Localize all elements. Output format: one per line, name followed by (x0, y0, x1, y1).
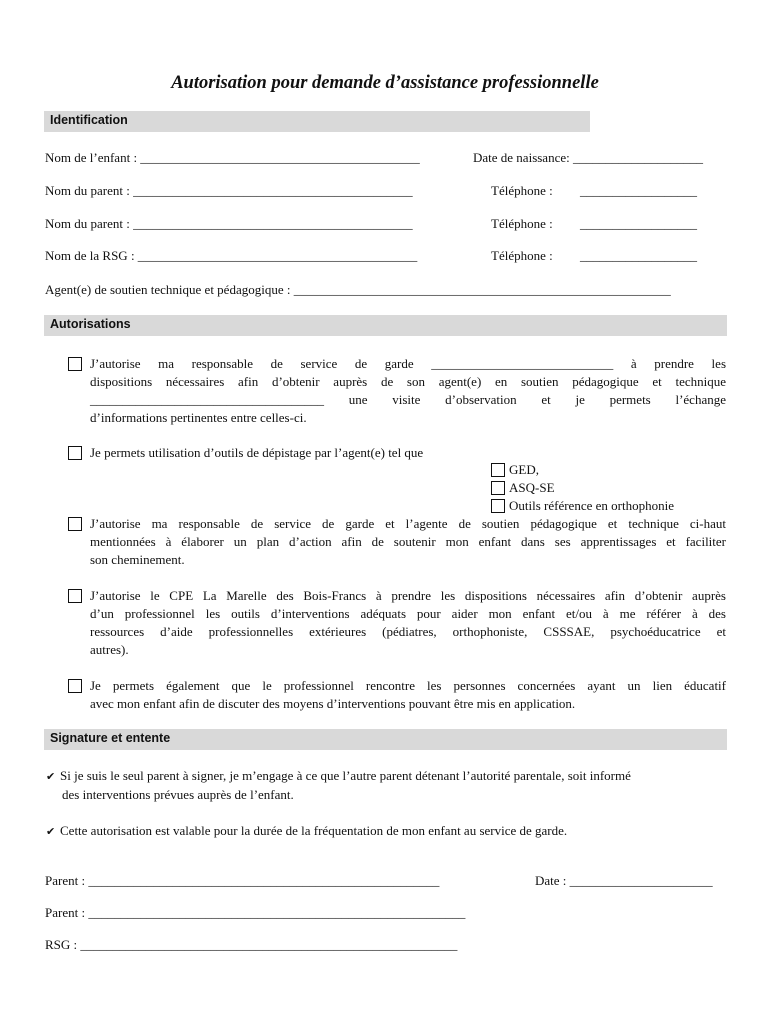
signature-clause-1-cont: des interventions prévues auprès de l’enfant. (62, 787, 294, 802)
authorization-4-checkbox[interactable] (68, 589, 82, 603)
ged-label: GED, (509, 462, 539, 477)
child-name-field[interactable]: Nom de l’enfant : ___________________________________________ (45, 150, 420, 165)
orthophonie-label: Outils référence en orthophonie (509, 498, 674, 513)
authorization-4-line: ressources d’aide professionnelles extérieures (pédiatres, orthophoniste, CSSSAE, psychoéducatrice et (90, 624, 726, 639)
section-identification-label: Identification (50, 113, 128, 127)
agent-field[interactable]: Agent(e) de soutien technique et pédagogique : __________________________________________________________ (45, 282, 671, 297)
section-autorisations (44, 315, 727, 336)
authorization-2-checkbox[interactable] (68, 446, 82, 460)
authorization-3-line: son cheminement. (90, 552, 185, 567)
phone3-field[interactable]: __________________ (580, 248, 697, 263)
signature-clause-2: Cette autorisation est valable pour la durée de la fréquentation de mon enfant au service de garde. (60, 823, 568, 838)
asq-se-checkbox[interactable] (491, 481, 505, 495)
orthophonie-checkbox[interactable] (491, 499, 505, 513)
rsg-signature-field[interactable]: RSG : __________________________________________________________ (45, 937, 458, 952)
authorization-3-line: mentionnées à élaborer un plan d’action afin de soutenir mon enfant dans ses apprentissages et faciliter (90, 534, 726, 549)
check-mark-icon: ✔ (46, 825, 56, 838)
authorization-2-text: Je permets utilisation d’outils de dépistage par l’agent(e) tel que (90, 445, 424, 460)
parent2-name-field[interactable]: Nom du parent : ___________________________________________ (45, 216, 413, 231)
phone3-label: Téléphone : (491, 248, 553, 263)
phone1-field[interactable]: __________________ (580, 183, 697, 198)
parent2-signature-field[interactable]: Parent : __________________________________________________________ (45, 905, 466, 920)
phone2-field[interactable]: __________________ (580, 216, 697, 231)
authorization-1-checkbox[interactable] (68, 357, 82, 371)
authorization-1-text (90, 355, 726, 427)
parent1-name-field[interactable]: Nom du parent : ___________________________________________ (45, 183, 413, 198)
authorization-3-line: J’autorise ma responsable de service de garde et l’agente de soutien pédagogique et technique ci-haut (90, 516, 726, 531)
authorization-4-line: d’un professionnel les outils d’interventions adéquats pour aider mon enfant et/ou à me référer à des (90, 606, 726, 621)
authorization-1-line: ____________________________________ une visite d’observation et je permets l’échange (90, 392, 726, 407)
ged-checkbox[interactable] (491, 463, 505, 477)
check-mark-icon: ✔ (46, 770, 56, 783)
authorization-4-line: autres). (90, 642, 129, 657)
authorization-1-line: d’informations pertinentes entre celles-ci. (90, 410, 307, 425)
authorization-3-text (90, 515, 726, 569)
rsg-name-field[interactable]: Nom de la RSG : ___________________________________________ (45, 248, 418, 263)
authorization-5-text (90, 677, 726, 713)
birthdate-field[interactable]: Date de naissance: ____________________ (473, 150, 703, 165)
authorization-3-checkbox[interactable] (68, 517, 82, 531)
section-signature (44, 729, 727, 750)
document-title: Autorisation pour demande d’assistance professionnelle (171, 73, 599, 93)
section-identification (44, 111, 590, 132)
authorization-5-line: Je permets également que le professionnel rencontre les personnes concernées ayant un lien éducatif (90, 678, 726, 693)
section-autorisations-label: Autorisations (50, 317, 131, 331)
authorization-1-line: J’autorise ma responsable de service de garde ____________________________ à prendre les (90, 356, 726, 371)
section-signature-label: Signature et entente (50, 731, 171, 745)
phone2-label: Téléphone : (491, 216, 553, 231)
phone1-label: Téléphone : (491, 183, 553, 198)
signature-clause-1: Si je suis le seul parent à signer, je m’engage à ce que l’autre parent détenant l’autorité parentale, soit informé (60, 768, 631, 783)
parent1-signature-field[interactable]: Parent : ______________________________________________________ (45, 873, 440, 888)
authorization-4-text (90, 587, 726, 659)
authorization-4-line: J’autorise le CPE La Marelle des Bois-Francs à prendre les dispositions nécessaires afin d’obtenir auprès (90, 588, 726, 603)
date-field[interactable]: Date : ______________________ (535, 873, 713, 888)
asq-se-label: ASQ-SE (509, 480, 555, 495)
authorization-1-line: dispositions nécessaires afin d’obtenir auprès de son agent(e) en soutien pédagogique et technique (90, 374, 726, 389)
authorization-5-line: avec mon enfant afin de discuter des moyens d’interventions pouvant être mis en application. (90, 696, 576, 711)
authorization-5-checkbox[interactable] (68, 679, 82, 693)
